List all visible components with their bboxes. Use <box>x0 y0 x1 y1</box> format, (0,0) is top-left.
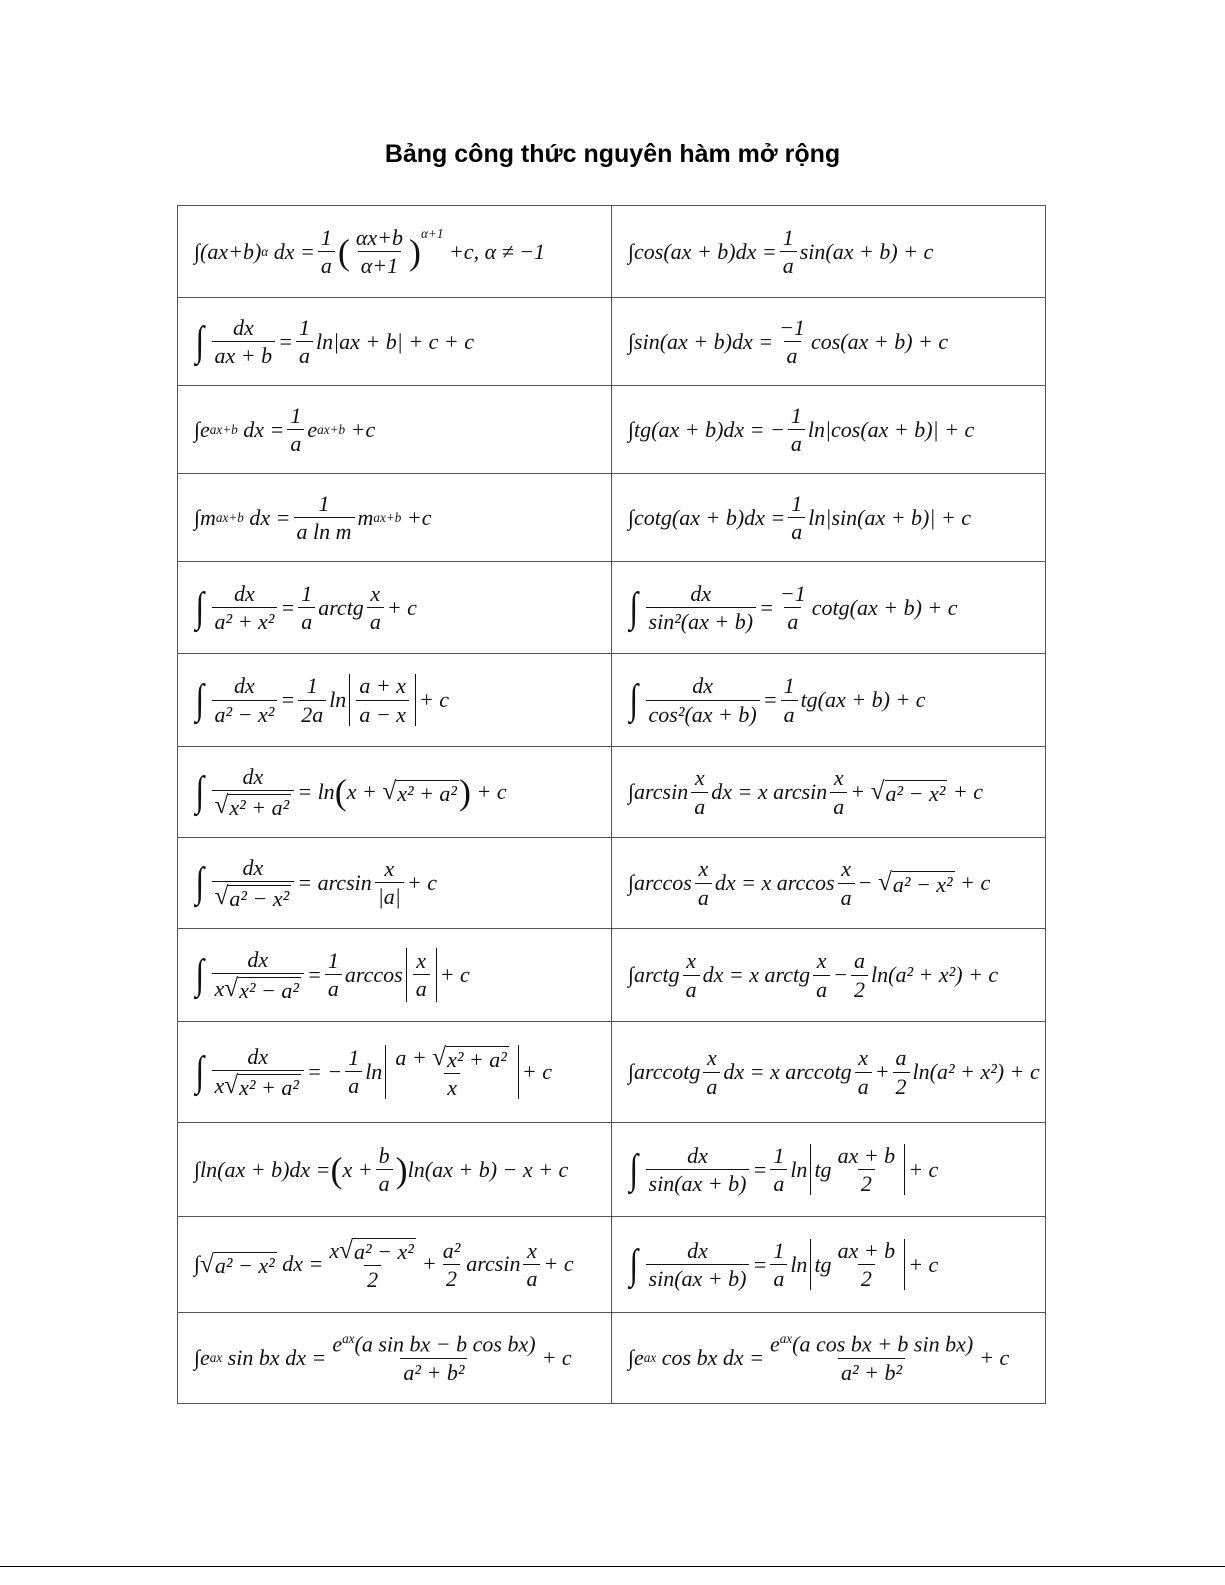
fraction: ax + b 2 <box>837 1142 896 1196</box>
formula-paren: ( <box>334 771 347 812</box>
table-row <box>178 1022 1046 1123</box>
formula-text: + c <box>908 1251 939 1277</box>
formula-text: dx = x arctg <box>702 962 811 987</box>
formula-text: m <box>357 504 374 530</box>
formula-cell <box>178 562 612 654</box>
table-row <box>178 654 1046 747</box>
formula-text: tg <box>814 1251 832 1277</box>
formula-text: cos(ax + b) + c <box>810 328 949 354</box>
formula-cell <box>178 654 612 747</box>
formula-text: ln|ax + b| + c + c <box>316 328 475 354</box>
absolute-bar <box>415 674 416 725</box>
fraction: $\frac{-1}{a}$ <box>779 314 805 368</box>
square-root: √ a² − x² <box>870 777 946 806</box>
formula-text: dx = <box>243 416 285 442</box>
fraction: $\frac{1}{2a}$ <box>298 674 326 725</box>
fraction: $\frac{1}{a}$ <box>318 226 335 277</box>
formula-text: tg(ax + b) + c <box>800 687 926 712</box>
fraction: $\frac{1}{a}$ <box>788 492 805 543</box>
formula-text: = <box>752 1156 768 1182</box>
fraction: dx √ x² + a² <box>212 765 295 818</box>
formula-text: ∫ <box>194 1251 201 1277</box>
formula-text: = − <box>306 1058 343 1084</box>
formula-text: = ln <box>297 778 335 804</box>
fraction: dx √ a² − x² <box>212 856 295 909</box>
absolute-bar <box>810 1239 811 1290</box>
square-root: √ a² − x² <box>877 868 953 897</box>
formula-text: = <box>762 687 778 712</box>
fraction: a + √ x² + a² x <box>395 1043 507 1100</box>
formula-cell <box>178 474 612 562</box>
formula-text: ln <box>329 687 347 712</box>
formula-text: ln <box>365 1058 383 1084</box>
integral-sign: ∫ <box>195 1048 205 1095</box>
formula-paren: ) <box>409 231 422 272</box>
fraction: $e^{ax}(a$ cos bx + b sin bx) a² + b² <box>769 1331 974 1385</box>
formula-text: = <box>280 687 296 712</box>
document-title: Bảng công thức nguyên hàm mở rộng <box>384 140 841 168</box>
formula-text: sin bx dx = <box>227 1344 327 1370</box>
fraction: $\frac{dx}{\text{a² + x²}}$ <box>212 582 278 633</box>
integral-sign: ∫ <box>195 318 205 365</box>
fraction: dx x √ x² + a² <box>212 1045 304 1098</box>
fraction: $\frac{1}{\text{a ln m}}$ <box>294 492 355 543</box>
fraction: $\frac{1}{a}$ <box>345 1046 362 1097</box>
fraction: $\frac{1}{a}$ <box>287 404 304 455</box>
table-row <box>178 206 1046 298</box>
formula-text: = <box>306 961 322 987</box>
formula-text: + c <box>543 1251 574 1277</box>
formula-text: + c <box>979 1344 1010 1370</box>
formula-text: dx = <box>282 1251 324 1277</box>
table-row <box>178 562 1046 654</box>
fraction: $\frac{a}{2}$ <box>893 1046 910 1097</box>
formula-text: dx = x arccos <box>714 870 835 895</box>
formula-text: ∫m <box>194 504 216 530</box>
formula-cell <box>612 654 1046 747</box>
absolute-bar <box>406 948 407 1001</box>
fraction: ax + b 2 <box>837 1237 896 1291</box>
integral-sign: ∫ <box>629 584 639 631</box>
fraction: x a <box>813 949 830 1000</box>
fraction: $\frac{\text{a²}}{2}$ <box>442 1237 461 1291</box>
formula-paren: ( <box>337 231 350 272</box>
absolute-bar <box>436 948 437 1001</box>
fraction: $\frac{1}{a}$ <box>780 226 797 277</box>
fraction: $\frac{1}{a}$ <box>770 1144 787 1195</box>
formula-text: = <box>278 328 293 354</box>
formula-text: + c <box>418 687 450 712</box>
formula-text: ∫e <box>194 1344 210 1370</box>
formula-cell <box>612 747 1046 838</box>
formula-text: = arcsin <box>297 869 372 895</box>
formula-cell <box>178 298 612 386</box>
formula-text: ∫arccotg <box>628 1059 701 1084</box>
fraction: x |a| <box>375 857 404 908</box>
fraction: x a <box>691 766 708 817</box>
formula-text: + c <box>541 1344 572 1370</box>
formula-cell <box>178 838 612 929</box>
formula-cell <box>178 1313 612 1404</box>
formula-cell <box>612 1123 1046 1217</box>
formula-text: cotg(ax + b) + c <box>811 594 958 620</box>
fraction: $\frac{dx}{\sin(ax + b)}$ <box>646 1144 750 1195</box>
formula-text: + c <box>960 870 991 895</box>
fraction: $\frac{1}{a}$ <box>788 404 805 455</box>
table-row <box>178 474 1046 562</box>
formula-text: + c <box>476 778 507 804</box>
formula-cell <box>612 562 1046 654</box>
square-root: √ x² + a² <box>382 777 458 806</box>
formula-cell <box>178 206 612 298</box>
formula-cell <box>178 747 612 838</box>
formula-exponent: ax+b <box>215 509 244 525</box>
formula-cell <box>612 206 1046 298</box>
table-row <box>178 1313 1046 1404</box>
fraction: x a <box>703 1046 720 1097</box>
integral-sign: ∫ <box>195 951 205 998</box>
formula-cell <box>612 929 1046 1022</box>
formula-text: ∫cos(ax + b)dx = <box>628 238 777 264</box>
formula-text: ∫e <box>194 416 210 442</box>
formula-text: cos bx dx = <box>661 1344 764 1370</box>
formula-text: + c <box>908 1156 939 1182</box>
formula-text: sin(ax + b) + c <box>799 238 934 264</box>
formula-cell <box>178 386 612 474</box>
formula-cell <box>612 1217 1046 1313</box>
formula-text: ln(a² + x²) + c <box>871 962 999 987</box>
formula-text: dx = x arcsin <box>711 779 828 804</box>
fraction: $\frac{dx}{\text{sin²(ax + b)}}$ <box>646 582 757 633</box>
formula-cell <box>178 1022 612 1123</box>
fraction: $\frac{dx}{\sin(ax + b)}$ <box>646 1239 750 1290</box>
absolute-bar <box>385 1045 386 1098</box>
formula-exponent: α <box>261 243 269 259</box>
fraction: a + x a − x <box>356 674 409 725</box>
fraction: $\frac{dx}{\text{cos²(ax + b)}}$ <box>646 674 760 725</box>
formula-cell <box>178 1123 612 1217</box>
formula-text: arccos <box>344 961 403 987</box>
fraction: $\frac{a}{2}$ <box>851 949 868 1000</box>
formula-cell <box>612 1313 1046 1404</box>
formula-text: + c <box>952 779 983 804</box>
formula-text: ∫arctg <box>628 962 680 987</box>
formula-table <box>177 205 1046 1404</box>
formula-exponent: ax <box>643 1349 657 1365</box>
table-row <box>178 1217 1046 1313</box>
fraction: x a <box>413 949 430 1000</box>
absolute-bar <box>349 674 350 725</box>
formula-cell <box>612 838 1046 929</box>
formula-text: ∫cotg(ax + b)dx = <box>628 504 786 530</box>
formula-text: dx = x arccotg <box>723 1059 852 1084</box>
formula-text: ln|sin(ax + b)| + c <box>808 504 972 530</box>
formula-text: = <box>752 1251 768 1277</box>
fraction: $\frac{1}{a}$ <box>781 674 798 725</box>
fraction: x a <box>830 766 847 817</box>
table-row <box>178 747 1046 838</box>
square-root: √ a² − x² <box>200 1249 275 1279</box>
formula-text: + <box>874 1059 890 1084</box>
fraction: $\frac{dx}{ax + b}$ <box>212 316 276 367</box>
formula-text: e <box>307 416 318 442</box>
table-row <box>178 298 1046 386</box>
formula-text: + c <box>406 869 437 895</box>
fraction: x a <box>367 582 384 633</box>
formula-text: ln <box>790 1156 808 1182</box>
formula-text: ∫arccos <box>628 870 692 895</box>
formula-text: +c <box>406 504 432 530</box>
integral-sign: ∫ <box>195 584 205 631</box>
formula-text: = <box>280 594 296 620</box>
integral-sign: ∫ <box>195 859 205 906</box>
formula-exponent: α+1 <box>421 225 444 241</box>
formula-cell <box>612 298 1046 386</box>
formula-cell <box>178 1217 612 1313</box>
fraction: $e^{ax}(a$ sin bx − b cos bx) a² + b² <box>332 1331 536 1385</box>
integral-sign: ∫ <box>629 677 639 723</box>
formula-text: x + <box>342 1156 373 1182</box>
formula-text: x + <box>346 778 377 804</box>
integral-sign: ∫ <box>195 768 205 815</box>
fraction: x a <box>695 857 712 908</box>
absolute-bar <box>518 1045 519 1098</box>
formula-text: ∫(ax+b) <box>194 238 262 264</box>
formula-cell <box>612 386 1046 474</box>
integral-sign: ∫ <box>629 1146 639 1193</box>
fraction: x a <box>523 1239 540 1290</box>
fraction: $\frac{1}{a}$ <box>770 1239 787 1290</box>
formula-paren: ) <box>395 1149 408 1190</box>
integral-sign: ∫ <box>195 677 205 723</box>
formula-text: ∫ln(ax + b)dx = <box>194 1156 331 1182</box>
formula-text: ∫e <box>628 1344 644 1370</box>
page-bottom-rule <box>0 1566 1225 1567</box>
fraction: x a <box>683 949 700 1000</box>
fraction: x √ a² − x² 2 <box>329 1235 414 1293</box>
formula-text: + <box>421 1251 437 1277</box>
formula-text: + c <box>521 1058 552 1084</box>
formula-text: dx = <box>273 238 315 264</box>
fraction: αx+b α+1 <box>355 224 404 278</box>
formula-text: ln(ax + b) − x + c <box>407 1156 569 1182</box>
fraction: $\frac{1}{a}$ <box>296 316 313 367</box>
formula-text: − <box>833 962 849 987</box>
formula-text: ln <box>790 1251 808 1277</box>
table-row <box>178 838 1046 929</box>
formula-text: − <box>857 870 873 895</box>
table-row <box>178 386 1046 474</box>
formula-exponent: ax <box>209 1349 223 1365</box>
formula-text: = <box>759 594 774 620</box>
absolute-bar <box>810 1144 811 1195</box>
formula-text: + c <box>386 594 417 620</box>
fraction: $\frac{-1}{a}$ <box>779 580 806 634</box>
formula-paren: ( <box>330 1149 343 1190</box>
integral-sign: ∫ <box>629 1241 639 1288</box>
formula-text: +c <box>350 416 376 442</box>
formula-cell <box>612 1022 1046 1123</box>
table-row <box>178 929 1046 1022</box>
fraction: $\frac{dx}{\text{a² − x²}}$ <box>212 674 278 725</box>
formula-cell <box>612 474 1046 562</box>
fraction: dx x √ x² − a² <box>212 948 304 1001</box>
formula-text: +c, α ≠ −1 <box>448 238 546 264</box>
formula-text: + <box>850 779 866 804</box>
formula-text: ∫tg(ax + b)dx = − <box>628 416 785 442</box>
fraction: x a <box>838 857 855 908</box>
formula-exponent: ax+b <box>373 509 402 525</box>
formula-cell <box>178 929 612 1022</box>
formula-text: ln(a² + x²) + c <box>912 1059 1040 1084</box>
formula-text: ln|cos(ax + b)| + c <box>807 416 975 442</box>
formula-text: + c <box>439 961 470 987</box>
fraction: x a <box>855 1046 872 1097</box>
formula-text: ∫arcsin <box>628 779 689 804</box>
table-row <box>178 1123 1046 1217</box>
absolute-bar <box>904 1239 905 1290</box>
formula-text: arcsin <box>466 1251 521 1277</box>
absolute-bar <box>904 1144 905 1195</box>
fraction: $\frac{1}{a}$ <box>325 949 342 1000</box>
fraction: $\frac{b}{a}$ <box>376 1144 393 1195</box>
fraction: $\frac{1}{a}$ <box>298 582 315 633</box>
formula-exponent: ax+b <box>209 421 238 437</box>
formula-text: ∫sin(ax + b)dx = <box>628 328 774 354</box>
formula-text: tg <box>814 1156 832 1182</box>
formula-exponent: ax+b <box>317 421 346 437</box>
formula-text: dx = <box>249 504 291 530</box>
formula-paren: ) <box>459 771 472 812</box>
formula-text: arctg <box>318 594 364 620</box>
